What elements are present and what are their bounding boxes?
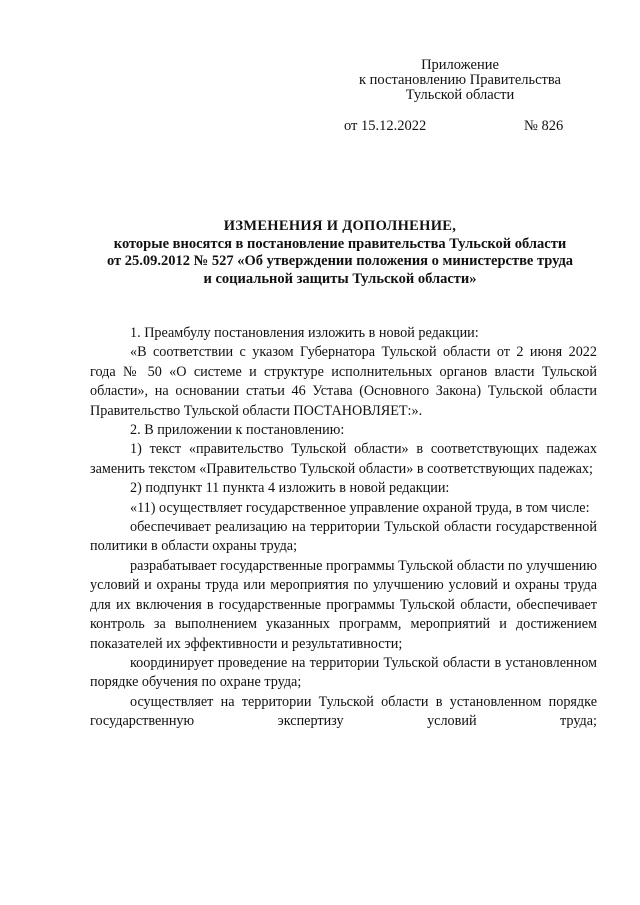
- title-line: от 25.09.2012 № 527 «Об утверждении положения о министерстве труда: [106, 253, 574, 269]
- document-title: [60, 218, 620, 288]
- appendix-line: Приложение: [421, 57, 499, 73]
- paragraph-subitem-2: 2) подпункт 11 пункта 4 изложить в новой редакции:: [130, 480, 450, 497]
- decree-date: от 15.12.2022: [344, 118, 427, 134]
- paragraph-policy: обеспечивает реализацию на территории Тульской области государственной политики в области охраны труда;: [90, 519, 597, 555]
- paragraph-programs: разрабатывает государственные программы Тульской области по улучшению условий и охраны труда или мероприятия по улучшению условий и охраны труда для их включения в государственные программы Тульской области, обеспечивает контроль за выполнением указанных программ, мероприятий и достижением показателей их эффективности и результативности;: [90, 557, 597, 652]
- paragraph-expertise: осуществляет на территории Тульской области в установленном порядке государственную экспертизу условий труда;: [90, 693, 597, 730]
- appendix-line: Тульской области: [405, 87, 515, 103]
- paragraph-subitem-1: 1) текст «правительство Тульской области» в соответствующих падежах заменить текстом «Правительство Тульской области» в соответствующих падежах;: [90, 441, 597, 477]
- paragraph-subpoint-11: «11) осуществляет государственное управление охраной труда, в том числе:: [130, 499, 590, 516]
- paragraph-training: координирует проведение на территории Тульской области в установленном порядке обучения по охране труда;: [90, 654, 597, 691]
- paragraph-preamble-item: 1. Преамбулу постановления изложить в новой редакции:: [130, 325, 479, 341]
- appendix-line: к постановлению Правительства: [359, 72, 561, 88]
- document-body: [90, 324, 597, 732]
- paragraph-appendix-item: 2. В приложении к постановлению:: [130, 422, 345, 439]
- paragraph-preamble-text: «В соответствии с указом Губернатора Тульской области от 2 июня 2022 года № 50 «О системе и структуре исполнительных органов власти Тульской области», на основании статьи 46 Устава (Основного Закона) Тульской области Правительство Тульской области ПОСТАНОВЛЯЕТ:».: [90, 344, 597, 419]
- title-line: и социальной защиты Тульской области»: [203, 270, 477, 287]
- title-line: которые вносятся в постановление правительства Тульской области: [113, 235, 567, 252]
- appendix-header: [340, 58, 580, 103]
- title-main: ИЗМЕНЕНИЯ И ДОПОЛНЕНИЕ,: [223, 218, 457, 234]
- decree-number: № 826: [524, 118, 564, 134]
